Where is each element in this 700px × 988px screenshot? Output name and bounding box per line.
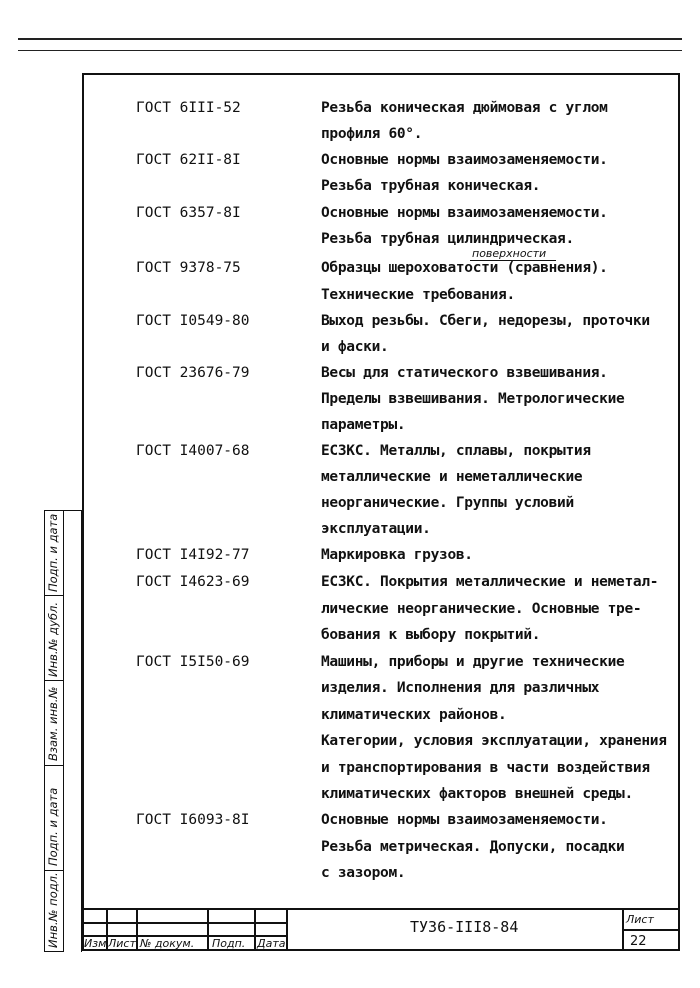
gost-title-line: и фаски.	[321, 339, 389, 355]
label-izm: Изм	[84, 937, 107, 950]
gost-title-line: и транспортирования в части воздействия	[321, 760, 650, 776]
side-label-podp-data-upper: Подп. и дата	[46, 513, 60, 592]
document-code: ТУ36-III8-84	[410, 918, 519, 936]
gost-title-line: Выход резьбы. Сбеги, недорезы, проточки	[321, 313, 650, 329]
gost-title-line: ЕСЗКС. Покрытия металлические и неметал-	[321, 574, 659, 590]
title-block-col-line	[136, 908, 138, 951]
gost-title-line: Основные нормы взаимозаменяемости.	[321, 152, 608, 168]
gost-code: ГОСТ 62II-8I	[136, 152, 241, 168]
gost-title-line: Основные нормы взаимозаменяемости.	[321, 812, 608, 828]
side-strip-blank	[64, 510, 82, 952]
title-block-row-line	[82, 922, 287, 924]
sheet-number: 22	[630, 934, 647, 949]
title-block-col-line	[207, 908, 209, 951]
label-data: Дата	[257, 937, 286, 950]
title-block-col-line	[286, 908, 288, 951]
gost-title-line: металлические и неметаллические	[321, 469, 583, 485]
gost-title-line: Резьба трубная цилиндрическая.	[321, 231, 574, 247]
label-list: Лист	[108, 937, 136, 950]
gost-code: ГОСТ I0549-80	[136, 313, 250, 329]
side-cell-divider	[44, 870, 64, 871]
side-label-inv-podl: Инв.№ подл.	[46, 872, 60, 948]
gost-title-line: неорганические. Группы условий	[321, 495, 574, 511]
label-nomer-dokum: № докум.	[140, 937, 195, 950]
title-block-col-line	[254, 908, 256, 951]
side-cell-divider	[44, 765, 64, 766]
side-cell-divider	[44, 680, 64, 681]
side-label-vzam-inv: Взам. инв.№	[46, 686, 60, 761]
gost-code: ГОСТ 9378-75	[136, 260, 241, 276]
top-rule-2	[18, 50, 682, 51]
gost-title-line: Технические требования.	[321, 287, 515, 303]
gost-title-line: ЕСЗКС. Металлы, сплавы, покрытия	[321, 443, 591, 459]
handwritten-note: поверхности	[472, 247, 547, 260]
gost-code: ГОСТ I4I92-77	[136, 547, 250, 563]
side-label-inv-dubl: Инв.№ дубл.	[46, 601, 60, 677]
gost-title-line: Резьба метрическая. Допуски, посадки	[321, 839, 625, 855]
gost-title-line: Машины, приборы и другие технические	[321, 654, 625, 670]
gost-title-line: климатических районов.	[321, 707, 507, 723]
gost-title-line: с зазором.	[321, 865, 406, 881]
gost-title-line: Категории, условия эксплуатации, хранения	[321, 733, 667, 749]
gost-code: ГОСТ I6093-8I	[136, 812, 250, 828]
sheet-box-divider	[622, 929, 680, 931]
gost-title-line: изделия. Исполнения для различных	[321, 680, 600, 696]
gost-code: ГОСТ 23676-79	[136, 365, 250, 381]
label-podp: Подп.	[212, 937, 246, 950]
gost-title-line: бования к выбору покрытий.	[321, 627, 541, 643]
gost-title-line: Образцы шероховатости (сравнения).	[321, 260, 608, 276]
gost-code: ГОСТ 6III-52	[136, 100, 241, 116]
gost-title-line: Основные нормы взаимозаменяемости.	[321, 205, 608, 221]
gost-title-line: эксплуатации.	[321, 521, 431, 537]
gost-code: ГОСТ 6357-8I	[136, 205, 241, 221]
gost-title-line: параметры.	[321, 417, 406, 433]
gost-code: ГОСТ I4623-69	[136, 574, 250, 590]
gost-title-line: лические неорганические. Основные тре-	[321, 601, 642, 617]
gost-title-line: Пределы взвешивания. Метрологические	[321, 391, 625, 407]
side-cell-divider	[44, 595, 64, 596]
gost-title-line: климатических факторов внешней среды.	[321, 786, 633, 802]
gost-title-line: Резьба коническая дюймовая с углом	[321, 100, 608, 116]
side-label-podp-data-lower: Подп. и дата	[46, 787, 60, 866]
gost-title-line: Маркировка грузов.	[321, 547, 473, 563]
gost-code: ГОСТ I5I50-69	[136, 654, 250, 670]
gost-title-line: профиля 60°.	[321, 126, 423, 142]
sheet-label: Лист	[626, 913, 654, 926]
top-rule-1	[18, 38, 682, 40]
gost-title-line: Весы для статического взвешивания.	[321, 365, 608, 381]
gost-code: ГОСТ I4007-68	[136, 443, 250, 459]
gost-title-line: Резьба трубная коническая.	[321, 178, 541, 194]
